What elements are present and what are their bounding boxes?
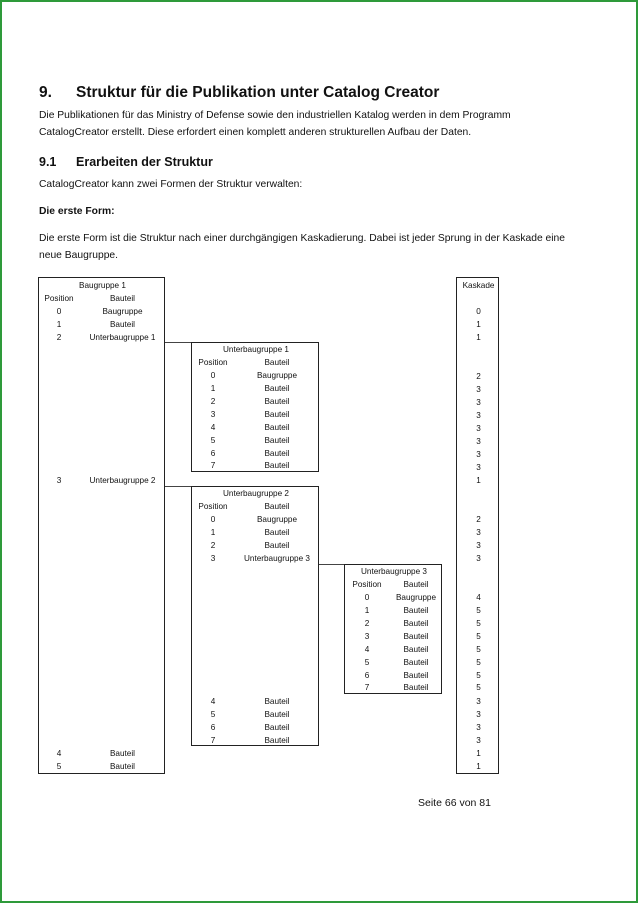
row-part: Bauteil <box>403 645 429 654</box>
kaskade-value: 3 <box>476 554 481 563</box>
row-position: 0 <box>56 307 62 316</box>
kaskade-value: 3 <box>476 697 481 706</box>
row-part: Bauteil <box>264 461 290 470</box>
row-part: Bauteil <box>264 397 290 406</box>
kaskade-value: 3 <box>476 398 481 407</box>
form-desc-line-2: neue Baugruppe. <box>39 250 119 261</box>
kaskade-value: 5 <box>476 619 481 628</box>
kaskade-value: 1 <box>476 476 481 485</box>
row-position: 5 <box>210 436 216 445</box>
row-position: 7 <box>364 683 370 692</box>
subsection-number: 9.1 <box>39 155 57 169</box>
row-part: Bauteil <box>109 749 136 758</box>
row-position: 1 <box>56 320 62 329</box>
kaskade-value: 3 <box>476 385 481 394</box>
row-part: Bauteil <box>264 723 290 732</box>
row-part: Bauteil <box>264 384 290 393</box>
kaskade-value: 3 <box>476 411 481 420</box>
part-header: Bauteil <box>264 358 290 367</box>
row-part: Bauteil <box>264 528 290 537</box>
unterbaugruppe-3-box <box>344 564 442 694</box>
row-position: 3 <box>56 476 62 485</box>
row-part: Baugruppe <box>395 593 437 602</box>
row-position: 5 <box>56 762 62 771</box>
kaskade-value: 3 <box>476 736 481 745</box>
subsection-title: Erarbeiten der Struktur <box>76 155 213 169</box>
row-part: Unterbaugruppe 1 <box>89 333 156 342</box>
row-position: 0 <box>364 593 370 602</box>
intro-line-2: CatalogCreator erstellt. Diese erfordert einen komplett anderen strukturellen Aufbau der Daten. <box>39 127 472 138</box>
kaskade-value: 4 <box>476 593 481 602</box>
group-title: Baugruppe 1 <box>79 281 126 290</box>
row-position: 2 <box>56 333 62 342</box>
row-position: 1 <box>210 384 216 393</box>
kaskade-value: 5 <box>476 683 481 692</box>
row-part: Bauteil <box>403 606 429 615</box>
kaskade-value: 5 <box>476 658 481 667</box>
position-header: Position <box>198 358 228 367</box>
kaskade-value: 3 <box>476 437 481 446</box>
row-position: 2 <box>210 541 216 550</box>
page-number: Seite 66 von 81 <box>418 797 491 809</box>
kaskade-value: 5 <box>476 632 481 641</box>
kaskade-value: 5 <box>476 645 481 654</box>
form-desc-line-1: Die erste Form ist die Struktur nach einer durchgängigen Kaskadierung. Dabei ist jeder Sprung in der Kaskade eine <box>39 233 566 244</box>
row-position: 6 <box>210 723 216 732</box>
row-part: Bauteil <box>264 410 290 419</box>
row-position: 2 <box>210 397 216 406</box>
group-title: Unterbaugruppe 3 <box>360 567 427 576</box>
row-position: 1 <box>210 528 216 537</box>
kaskade-value: 3 <box>476 450 481 459</box>
kaskade-value: 3 <box>476 723 481 732</box>
row-position: 3 <box>364 632 370 641</box>
row-part: Baugruppe <box>102 307 143 316</box>
group-title: Unterbaugruppe 2 <box>222 489 289 498</box>
part-header: Bauteil <box>264 502 290 511</box>
part-header: Bauteil <box>403 580 429 589</box>
unterbaugruppe-1-box <box>191 342 319 472</box>
kaskade-value: 5 <box>476 606 481 615</box>
position-header: Position <box>44 294 74 303</box>
section-title: Struktur für die Publikation unter Catalog Creator <box>76 84 440 101</box>
row-position: 5 <box>210 710 216 719</box>
row-part: Baugruppe <box>256 371 298 380</box>
row-part: Bauteil <box>403 658 429 667</box>
baugruppe-1-box <box>38 277 165 774</box>
row-part: Baugruppe <box>256 515 298 524</box>
connector-ubg3 <box>318 564 345 565</box>
kaskade-value: 1 <box>476 320 481 329</box>
row-position: 4 <box>364 645 370 654</box>
kaskade-box <box>456 277 499 774</box>
row-part: Bauteil <box>403 671 429 680</box>
row-part: Bauteil <box>264 697 290 706</box>
form-label: Die erste Form: <box>39 206 115 217</box>
row-part: Bauteil <box>403 632 429 641</box>
row-part: Bauteil <box>264 423 290 432</box>
unterbaugruppe-2-box <box>191 486 319 746</box>
row-part: Bauteil <box>109 320 136 329</box>
kaskade-value: 2 <box>476 372 481 381</box>
row-part: Bauteil <box>264 710 290 719</box>
kaskade-value: 3 <box>476 528 481 537</box>
row-position: 3 <box>210 410 216 419</box>
row-position: 6 <box>364 671 370 680</box>
row-part: Bauteil <box>403 619 429 628</box>
kaskade-value: 1 <box>476 333 481 342</box>
row-part: Bauteil <box>264 541 290 550</box>
row-position: 4 <box>210 697 216 706</box>
row-part: Bauteil <box>264 449 290 458</box>
kaskade-value: 5 <box>476 671 481 680</box>
group-title: Unterbaugruppe 1 <box>222 345 289 354</box>
row-part: Unterbaugruppe 3 <box>243 554 310 563</box>
connector-ubg2 <box>164 486 191 487</box>
kaskade-value: 3 <box>476 463 481 472</box>
row-position: 3 <box>210 554 216 563</box>
row-part: Unterbaugruppe 2 <box>89 476 156 485</box>
section-number: 9. <box>39 84 52 101</box>
row-position: 2 <box>364 619 370 628</box>
row-position: 7 <box>210 736 216 745</box>
row-position: 4 <box>210 423 216 432</box>
row-position: 7 <box>210 461 216 470</box>
row-part: Bauteil <box>403 683 429 692</box>
position-header: Position <box>352 580 382 589</box>
kaskade-value: 1 <box>476 762 481 771</box>
position-header: Position <box>198 502 228 511</box>
row-position: 1 <box>364 606 370 615</box>
kaskade-value: 2 <box>476 515 481 524</box>
kaskade-value: 3 <box>476 424 481 433</box>
kaskade-value: 1 <box>476 749 481 758</box>
row-position: 0 <box>210 515 216 524</box>
row-position: 6 <box>210 449 216 458</box>
row-position: 0 <box>210 371 216 380</box>
row-part: Bauteil <box>109 762 136 771</box>
intro-line-1: Die Publikationen für das Ministry of Defense sowie den industriellen Katalog werden in dem Programm <box>39 110 511 121</box>
kaskade-title: Kaskade <box>462 281 495 290</box>
kaskade-value: 0 <box>476 307 481 316</box>
kaskade-value: 3 <box>476 541 481 550</box>
part-header: Bauteil <box>109 294 136 303</box>
kaskade-value: 3 <box>476 710 481 719</box>
row-part: Bauteil <box>264 436 290 445</box>
row-position: 4 <box>56 749 62 758</box>
sub-intro: CatalogCreator kann zwei Formen der Struktur verwalten: <box>39 179 303 190</box>
connector-ubg1 <box>164 342 191 343</box>
row-part: Bauteil <box>264 736 290 745</box>
row-position: 5 <box>364 658 370 667</box>
